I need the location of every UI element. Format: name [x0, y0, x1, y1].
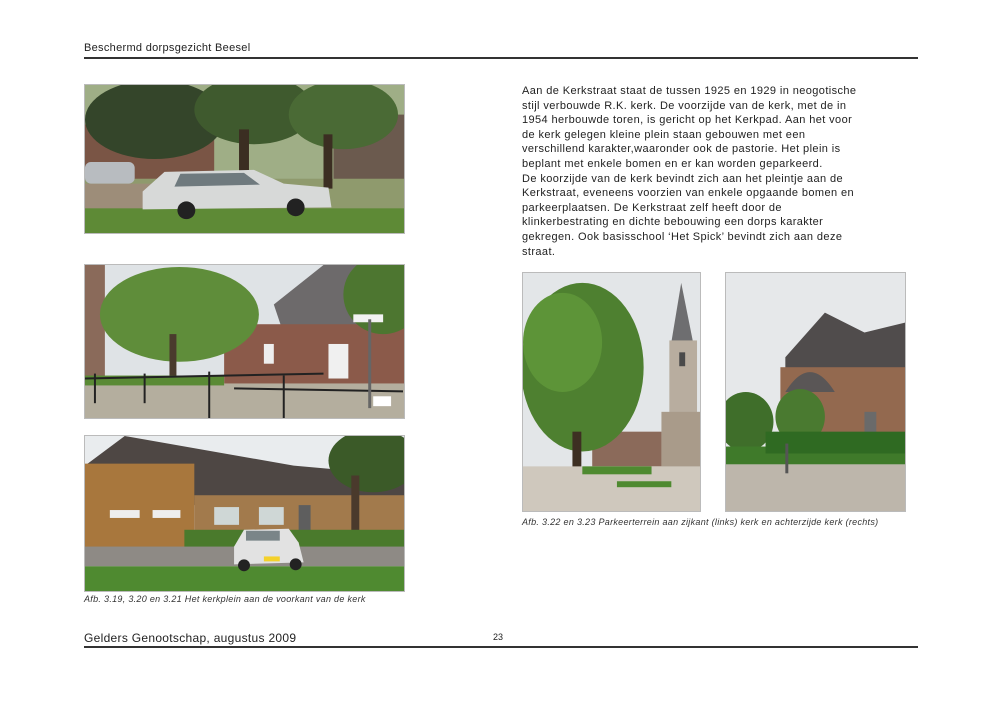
photo-parkeerterrein-kerk	[522, 272, 701, 512]
photo-pastorie-fence	[84, 264, 405, 419]
body-paragraph: Aan de Kerkstraat staat de tussen 1925 en 1929 in neogotische stijl verbouwde R.K. kerk. De voorzijde van de kerk, met de in 1954 herbouwde toren, is gericht op het Kerkpad. Aan het voor de kerk gelegen kleine plein staan gebouwen met een verschillend karakter,waaronder ook de pastorie. Het plein is beplant met enkele bomen en er kan worden geparkeerd. De koorzijde van de kerk bevindt zich aan het pleintje aan de Kerkstraat, eveneens voorzien van enkele opgaande bomen en parkeerplaatsen. De Kerkstraat zelf heeft door de klinkerbestrating en dichte bebouwing een dorps karakter gekregen. Ook basisschool ‘Het Spick’ bevindt zich aan deze straat.	[522, 85, 857, 258]
caption-left: Afb. 3.19, 3.20 en 3.21 Het kerkplein aan de voorkant van de kerk	[84, 594, 366, 604]
photo-achterzijde-kerk	[725, 272, 906, 512]
header-rule	[84, 57, 918, 59]
photo-car-kerkplein	[84, 84, 405, 234]
running-header: Beschermd dorpsgezicht Beesel	[84, 42, 251, 54]
caption-right: Afb. 3.22 en 3.23 Parkeerterrein aan zijkant (links) kerk en achterzijde kerk (rechts)	[522, 517, 879, 527]
footer-rule	[84, 646, 918, 648]
page-number: 23	[493, 632, 504, 642]
footer-publisher: Gelders Genootschap, augustus 2009	[84, 631, 297, 645]
photo-basisschool	[84, 435, 405, 592]
